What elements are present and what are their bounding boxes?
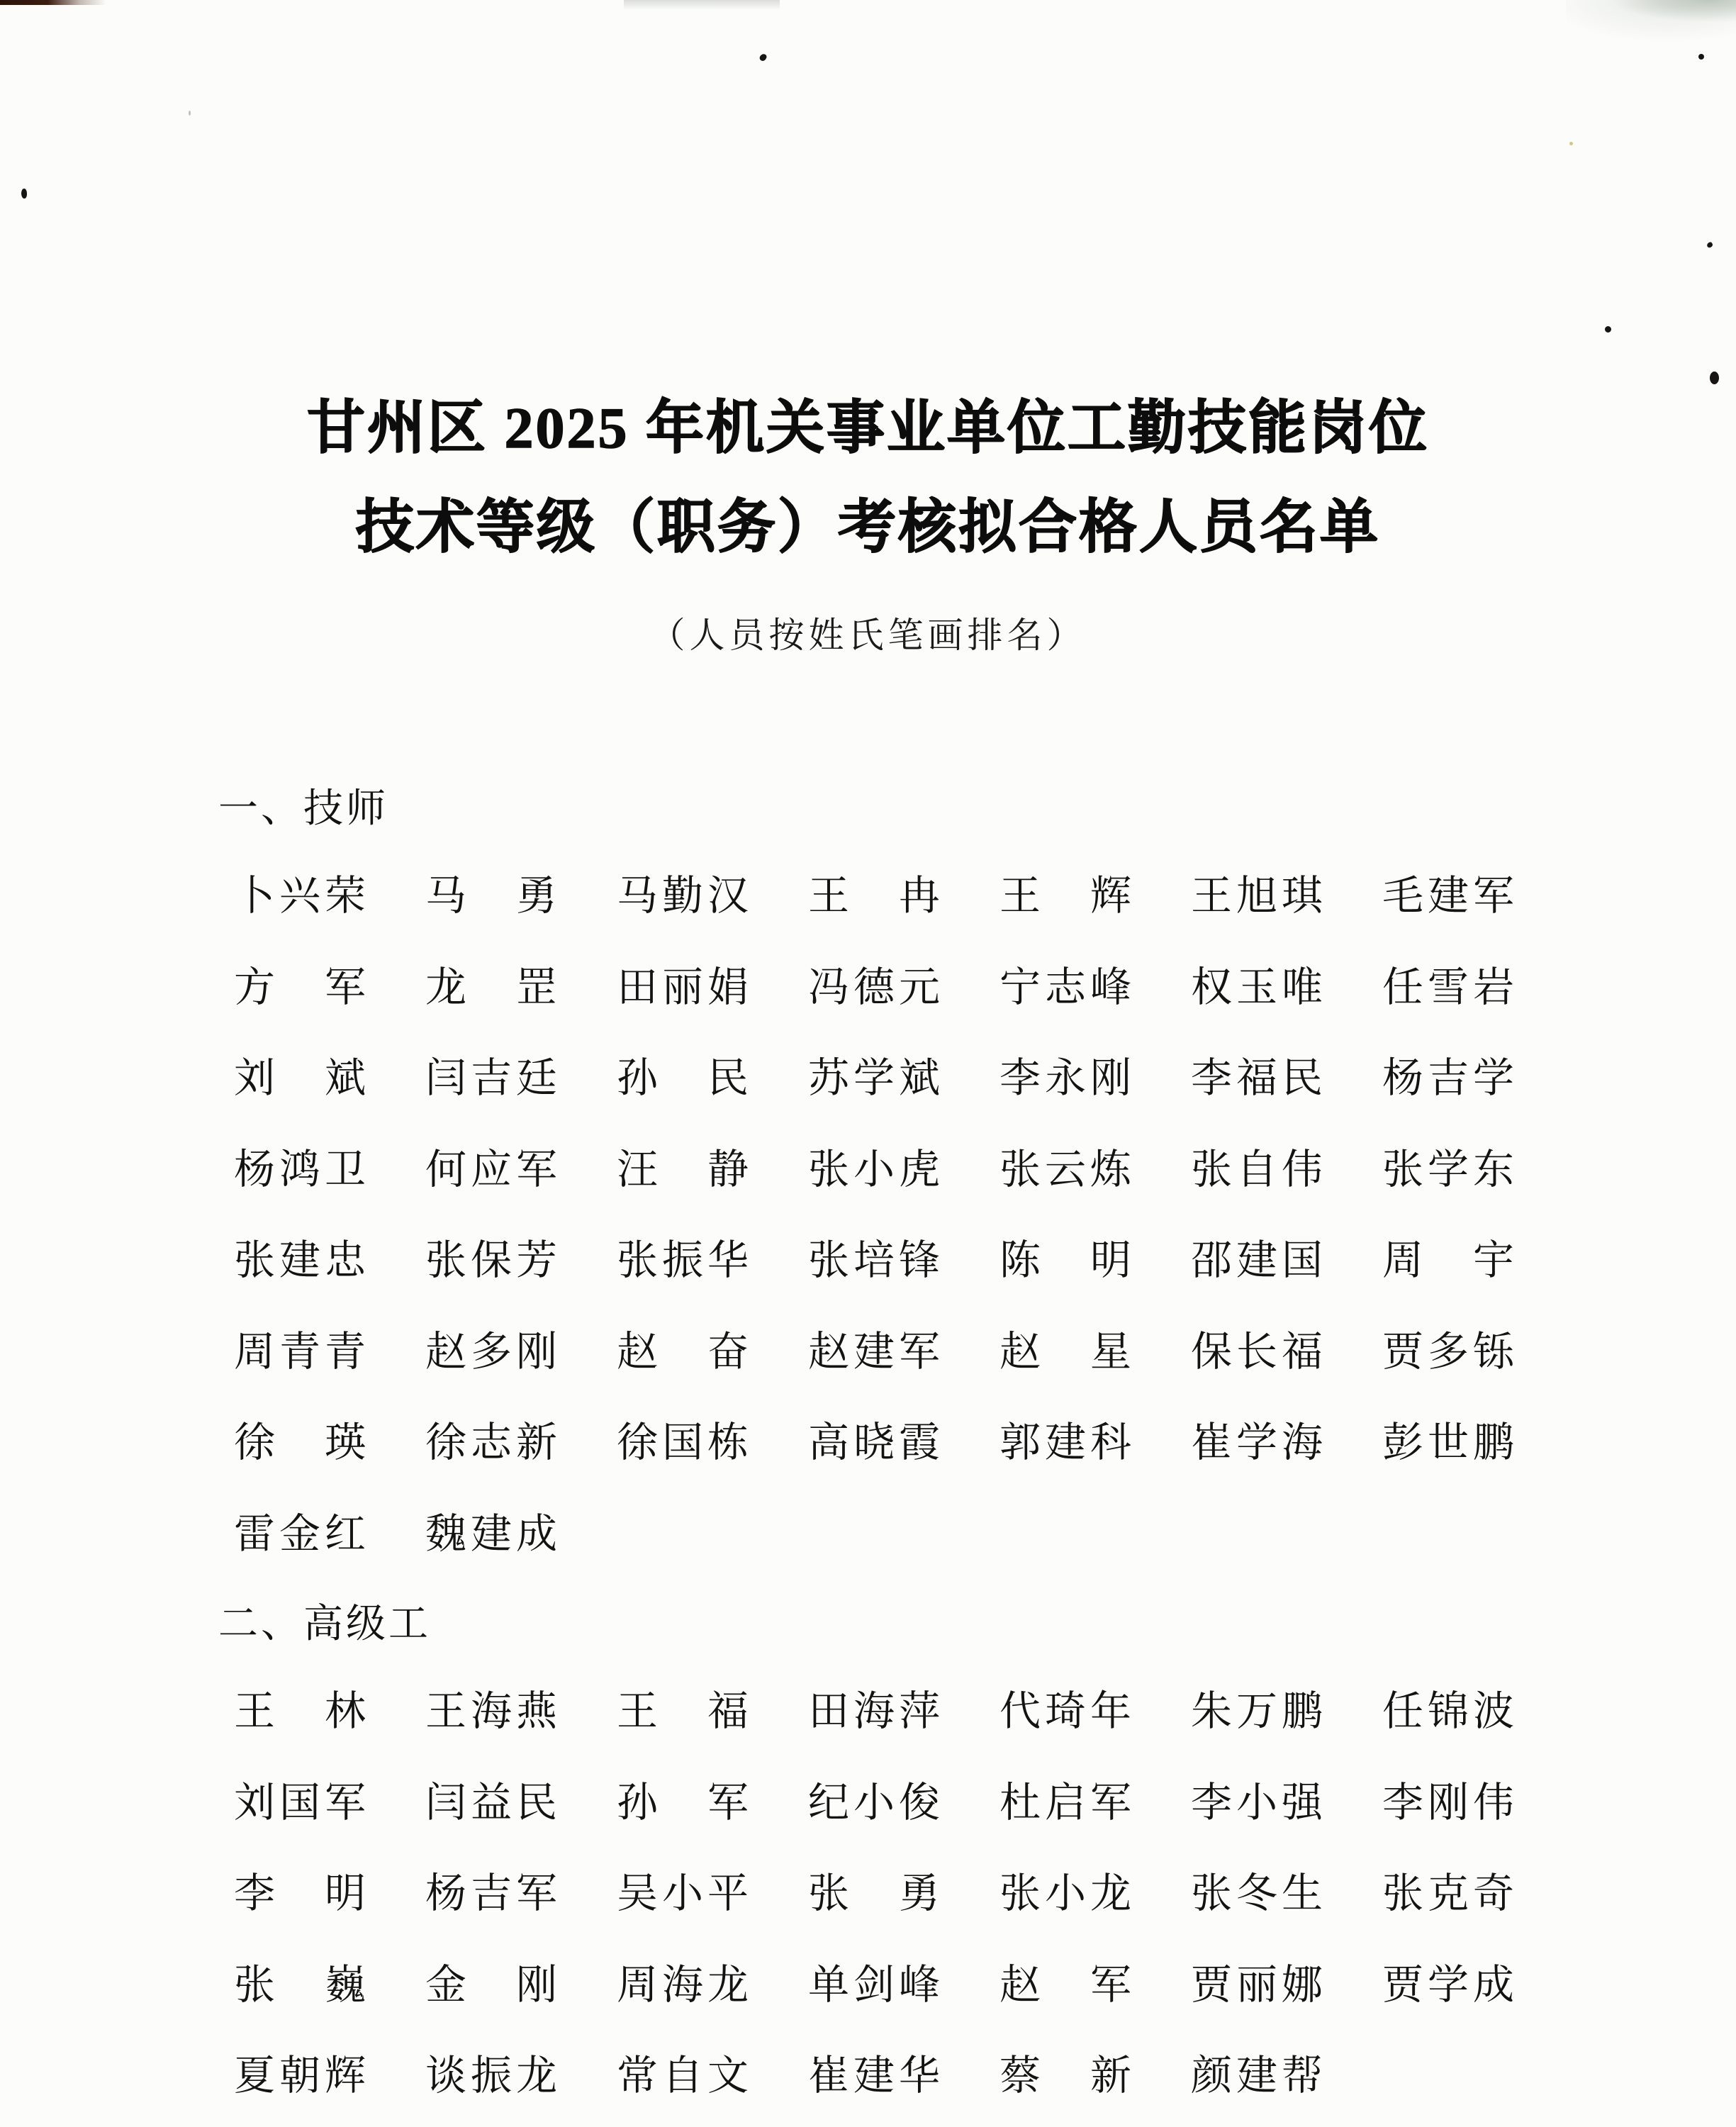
person-name: 李 永 刚 bbox=[999, 1055, 1131, 1101]
scan-speck bbox=[1605, 326, 1611, 333]
person-name: 任 锦 波 bbox=[1382, 1688, 1514, 1734]
names-grid bbox=[234, 1689, 1551, 2127]
person-name: 崔 建 华 bbox=[808, 2053, 940, 2099]
person-name: 方 军 bbox=[234, 964, 366, 1010]
person-name: 权 玉 唯 bbox=[1191, 964, 1323, 1010]
person-name: 王 福 bbox=[617, 1688, 749, 1734]
person-name: 雷 金 红 bbox=[234, 1510, 366, 1557]
person-name: 颜 建 帮 bbox=[1191, 2053, 1323, 2099]
person-name: 赵 星 bbox=[999, 1328, 1131, 1375]
person-name: 张 巍 bbox=[234, 1961, 366, 2008]
person-name: 冯 德 元 bbox=[808, 964, 940, 1010]
person-name: 单 剑 峰 bbox=[808, 1961, 940, 2008]
person-name: 孙 军 bbox=[617, 1779, 749, 1826]
person-name: 徐 志 新 bbox=[425, 1419, 557, 1466]
person-name: 田 海 萍 bbox=[808, 1688, 940, 1734]
person-name: 夏 朝 辉 bbox=[234, 2053, 366, 2099]
person-name: 闫 益 民 bbox=[425, 1779, 557, 1826]
person-name: 王 旭 琪 bbox=[1191, 873, 1323, 919]
person-name: 苏 学 斌 bbox=[808, 1055, 940, 1101]
person-name: 张 小 龙 bbox=[999, 1870, 1131, 1916]
person-name: 杨 吉 学 bbox=[1382, 1055, 1514, 1101]
person-name: 纪 小 俊 bbox=[808, 1779, 940, 1826]
person-name: 王 林 bbox=[234, 1688, 366, 1734]
person-name: 张 培 锋 bbox=[808, 1237, 940, 1283]
scan-speck bbox=[758, 53, 767, 62]
person-name: 邵 建 国 bbox=[1191, 1237, 1323, 1283]
scan-smudge bbox=[1566, 0, 1736, 82]
person-name: 贾 丽 娜 bbox=[1191, 1961, 1323, 2008]
person-name: 代 琦 年 bbox=[999, 1688, 1131, 1734]
person-name: 崔 学 海 bbox=[1191, 1419, 1323, 1466]
person-name: 张 振 华 bbox=[617, 1237, 749, 1283]
person-name: 龙 罡 bbox=[425, 964, 557, 1010]
person-name: 赵 建 军 bbox=[808, 1328, 940, 1375]
person-name: 王 辉 bbox=[999, 873, 1131, 919]
person-name: 宁 志 峰 bbox=[999, 964, 1131, 1010]
name-section bbox=[218, 1601, 1551, 2127]
person-name: 魏 建 成 bbox=[425, 1510, 557, 1557]
person-name: 金 刚 bbox=[425, 1961, 557, 2008]
person-name: 高 晓 霞 bbox=[808, 1419, 940, 1466]
person-name: 张 自 伟 bbox=[1191, 1146, 1323, 1193]
person-name: 周 海 龙 bbox=[617, 1961, 749, 2008]
person-name: 谈 振 龙 bbox=[425, 2053, 557, 2099]
person-name: 李 小 强 bbox=[1191, 1779, 1323, 1826]
person-name: 赵 奋 bbox=[617, 1328, 749, 1375]
person-name: 蔡 新 bbox=[999, 2053, 1131, 2099]
person-name: 孙 民 bbox=[617, 1055, 749, 1101]
person-name: 刘 斌 bbox=[234, 1055, 366, 1101]
person-name: 毛 建 军 bbox=[1382, 873, 1514, 919]
section-heading: 二、高级工 bbox=[218, 1602, 431, 1646]
person-name: 周 青 青 bbox=[234, 1328, 366, 1375]
person-name: 陈 明 bbox=[999, 1237, 1131, 1283]
scan-speck bbox=[1706, 241, 1713, 248]
person-name: 李 明 bbox=[234, 1870, 366, 1916]
person-name: 张 克 奇 bbox=[1382, 1870, 1514, 1916]
person-name: 任 雪 岩 bbox=[1382, 964, 1514, 1010]
person-name: 杨 鸿 卫 bbox=[234, 1146, 366, 1193]
person-name: 周 宇 bbox=[1382, 1237, 1514, 1283]
person-name: 马 勤 汉 bbox=[617, 873, 749, 919]
names-grid bbox=[234, 873, 1551, 1602]
person-name: 张 冬 生 bbox=[1191, 1870, 1323, 1916]
person-name: 闫 吉 廷 bbox=[425, 1055, 557, 1101]
person-name: 刘 国 军 bbox=[234, 1779, 366, 1826]
person-name: 赵 多 刚 bbox=[425, 1328, 557, 1375]
name-section bbox=[218, 786, 1551, 1602]
person-name: 张 保 芳 bbox=[425, 1237, 557, 1283]
person-name: 杨 吉 军 bbox=[425, 1870, 557, 1916]
scan-speck bbox=[1569, 142, 1573, 145]
person-name: 贾 多 铄 bbox=[1382, 1328, 1514, 1375]
scan-edge-band bbox=[0, 0, 106, 5]
person-name: 张 小 虎 bbox=[808, 1146, 940, 1193]
person-name: 贾 学 成 bbox=[1382, 1961, 1514, 2008]
person-name: 张 建 忠 bbox=[234, 1237, 366, 1283]
person-name: 常 自 文 bbox=[617, 2053, 749, 2099]
document-subtitle: （人员按姓氏笔画排名） bbox=[649, 615, 1087, 655]
person-name: 朱 万 鹏 bbox=[1191, 1688, 1323, 1734]
person-name: 王 海 燕 bbox=[425, 1688, 557, 1734]
person-name: 王 冉 bbox=[808, 873, 940, 919]
person-name: 彭 世 鹏 bbox=[1382, 1419, 1514, 1466]
person-name: 张 勇 bbox=[808, 1870, 940, 1916]
scan-speck bbox=[21, 189, 27, 199]
person-name: 李 刚 伟 bbox=[1382, 1779, 1514, 1826]
document-title-line2: 技术等级（职务）考核拟合格人员名单 bbox=[355, 495, 1380, 559]
scan-smudge bbox=[624, 0, 780, 10]
scan-speck bbox=[1698, 54, 1704, 60]
person-name: 何 应 军 bbox=[425, 1146, 557, 1193]
person-name: 吴 小 平 bbox=[617, 1870, 749, 1916]
person-name: 汪 静 bbox=[617, 1146, 749, 1193]
person-name: 马 勇 bbox=[425, 873, 557, 919]
person-name: 张 学 东 bbox=[1382, 1146, 1514, 1193]
person-name: 徐 瑛 bbox=[234, 1419, 366, 1466]
person-name: 保 长 福 bbox=[1191, 1328, 1323, 1375]
person-name: 卜 兴 荣 bbox=[234, 873, 366, 919]
person-name: 徐 国 栋 bbox=[617, 1419, 749, 1466]
person-name: 杜 启 军 bbox=[999, 1779, 1131, 1826]
person-name: 赵 军 bbox=[999, 1961, 1131, 2008]
scan-speck bbox=[189, 111, 191, 116]
person-name: 李 福 民 bbox=[1191, 1055, 1323, 1101]
document-title-line1: 甘州区 2025 年机关事业单位工勤技能岗位 bbox=[306, 396, 1429, 460]
person-name: 张 云 炼 bbox=[999, 1146, 1131, 1193]
person-name: 田 丽 娟 bbox=[617, 964, 749, 1010]
section-heading: 一、技师 bbox=[218, 787, 388, 831]
person-name: 郭 建 科 bbox=[999, 1419, 1131, 1466]
